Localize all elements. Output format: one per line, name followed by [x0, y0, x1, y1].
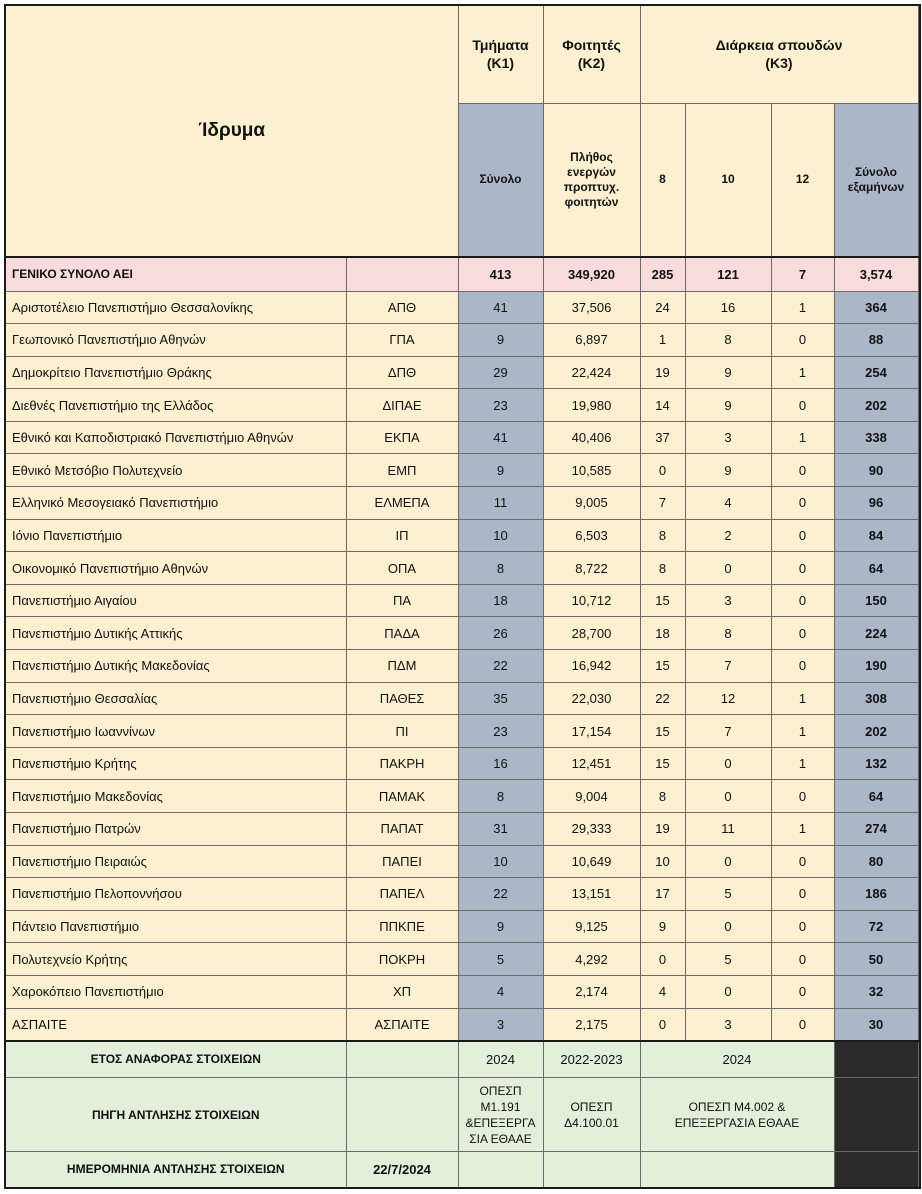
duration-10: 11 [685, 813, 771, 846]
duration-8: 15 [640, 747, 685, 780]
table-row [5, 389, 920, 422]
active-students: 16,942 [543, 650, 640, 683]
semesters-total: 90 [834, 454, 918, 487]
active-students: 2,175 [543, 1008, 640, 1041]
duration-12: 0 [771, 487, 834, 520]
semesters-total: 64 [834, 780, 918, 813]
active-students: 29,333 [543, 813, 640, 846]
active-students: 10,712 [543, 584, 640, 617]
semesters-total: 202 [834, 715, 918, 748]
departments-total: 23 [458, 715, 543, 748]
footer-year-k3: 2024 [640, 1041, 834, 1078]
footer-source-k3: ΟΠΕΣΠ Μ4.002 & ΕΠΕΞΕΡΓΑΣΙΑ ΕΘΑΑΕ [640, 1078, 834, 1152]
departments-total: 5 [458, 943, 543, 976]
institution-name: Πολυτεχνείο Κρήτης [5, 943, 346, 976]
total-d8: 285 [640, 257, 685, 291]
duration-10: 8 [685, 617, 771, 650]
duration-10: 9 [685, 389, 771, 422]
total-row [5, 257, 920, 291]
duration-8: 9 [640, 910, 685, 943]
duration-10: 3 [685, 421, 771, 454]
total-students: 349,920 [543, 257, 640, 291]
data-table [4, 4, 921, 1189]
departments-total: 8 [458, 780, 543, 813]
departments-total: 11 [458, 487, 543, 520]
duration-8: 17 [640, 878, 685, 911]
departments-total: 9 [458, 454, 543, 487]
institution-abbr: ΠΠΚΠΕ [346, 910, 458, 943]
institution-abbr: ΠΑΔΑ [346, 617, 458, 650]
departments-total: 41 [458, 291, 543, 324]
table-row [5, 324, 920, 357]
active-students: 19,980 [543, 389, 640, 422]
duration-10: 7 [685, 650, 771, 683]
semesters-total: 364 [834, 291, 918, 324]
semesters-total: 30 [834, 1008, 918, 1041]
institution-name: Αριστοτέλειο Πανεπιστήμιο Θεσσαλονίκης [5, 291, 346, 324]
duration-12: 0 [771, 584, 834, 617]
institution-name: Εθνικό Μετσόβιο Πολυτεχνείο [5, 454, 346, 487]
table-row [5, 747, 920, 780]
footer-dark-cell [834, 1041, 918, 1078]
institution-name: Πανεπιστήμιο Δυτικής Αττικής [5, 617, 346, 650]
semesters-total: 50 [834, 943, 918, 976]
header-k3-10: 10 [685, 103, 771, 257]
table-row [5, 845, 920, 878]
semesters-total: 72 [834, 910, 918, 943]
departments-total: 10 [458, 519, 543, 552]
duration-8: 8 [640, 780, 685, 813]
institution-name: Πανεπιστήμιο Δυτικής Μακεδονίας [5, 650, 346, 683]
duration-8: 10 [640, 845, 685, 878]
institution-abbr: ΑΣΠΑΙΤΕ [346, 1008, 458, 1041]
footer-source-k1: ΟΠΕΣΠ Μ1.191 &ΕΠΕΞΕΡΓΑ ΣΙΑ ΕΘΑΑΕ [458, 1078, 543, 1152]
footer-source-label: ΠΗΓΗ ΑΝΤΛΗΣΗΣ ΣΤΟΙΧΕΙΩΝ [5, 1078, 346, 1152]
table-row [5, 813, 920, 846]
institution-name: Ελληνικό Μεσογειακό Πανεπιστήμιο [5, 487, 346, 520]
active-students: 22,030 [543, 682, 640, 715]
duration-10: 0 [685, 780, 771, 813]
active-students: 4,292 [543, 943, 640, 976]
semesters-total: 132 [834, 747, 918, 780]
edge-cell [918, 389, 920, 422]
duration-10: 3 [685, 1008, 771, 1041]
header-k3: Διάρκεια σπουδών (Κ3) [640, 5, 918, 103]
semesters-total: 254 [834, 356, 918, 389]
table-row [5, 356, 920, 389]
edge-cell [918, 103, 920, 257]
edge-cell [918, 356, 920, 389]
table-row [5, 780, 920, 813]
institution-name: Εθνικό και Καποδιστριακό Πανεπιστήμιο Αθηνών [5, 421, 346, 454]
active-students: 37,506 [543, 291, 640, 324]
duration-10: 0 [685, 975, 771, 1008]
institution-abbr: ΠΑΜΑΚ [346, 780, 458, 813]
departments-total: 41 [458, 421, 543, 454]
footer-year-k1: 2024 [458, 1041, 543, 1078]
total-label: ΓΕΝΙΚΟ ΣΥΝΟΛΟ ΑΕΙ [5, 257, 346, 291]
duration-12: 1 [771, 291, 834, 324]
duration-8: 7 [640, 487, 685, 520]
duration-8: 4 [640, 975, 685, 1008]
table-row [5, 650, 920, 683]
header-k3-8: 8 [640, 103, 685, 257]
institution-name: Χαροκόπειο Πανεπιστήμιο [5, 975, 346, 1008]
semesters-total: 308 [834, 682, 918, 715]
edge-cell [918, 552, 920, 585]
institution-abbr: ΧΠ [346, 975, 458, 1008]
duration-8: 1 [640, 324, 685, 357]
semesters-total: 64 [834, 552, 918, 585]
active-students: 40,406 [543, 421, 640, 454]
header-k3-total-semesters: Σύνολο εξαμήνων [834, 103, 918, 257]
duration-10: 9 [685, 454, 771, 487]
duration-8: 0 [640, 1008, 685, 1041]
footer-dark-edge [918, 1041, 920, 1078]
active-students: 9,004 [543, 780, 640, 813]
semesters-total: 88 [834, 324, 918, 357]
table-row [5, 975, 920, 1008]
duration-10: 0 [685, 910, 771, 943]
institution-name: Πανεπιστήμιο Μακεδονίας [5, 780, 346, 813]
table-row [5, 617, 920, 650]
institution-name: Πάντειο Πανεπιστήμιο [5, 910, 346, 943]
duration-10: 0 [685, 845, 771, 878]
edge-cell [918, 519, 920, 552]
institution-abbr: ΠΑΠΕΛ [346, 878, 458, 911]
edge-cell [918, 257, 920, 291]
duration-8: 19 [640, 813, 685, 846]
departments-total: 9 [458, 324, 543, 357]
footer-dark-edge [918, 1078, 920, 1152]
departments-total: 18 [458, 584, 543, 617]
edge-cell [918, 943, 920, 976]
duration-8: 37 [640, 421, 685, 454]
footer-dark-cell [834, 1152, 918, 1188]
table-row [5, 487, 920, 520]
active-students: 17,154 [543, 715, 640, 748]
footer-dark-edge [918, 1152, 920, 1188]
duration-8: 0 [640, 943, 685, 976]
departments-total: 9 [458, 910, 543, 943]
institution-name: Ιόνιο Πανεπιστήμιο [5, 519, 346, 552]
duration-10: 9 [685, 356, 771, 389]
institution-name: Πανεπιστήμιο Πελοποννήσου [5, 878, 346, 911]
edge-cell [918, 682, 920, 715]
duration-12: 0 [771, 878, 834, 911]
semesters-total: 224 [834, 617, 918, 650]
institution-abbr: ΠΑΠΑΤ [346, 813, 458, 846]
table-row [5, 519, 920, 552]
institution-abbr: ΠΙ [346, 715, 458, 748]
institution-abbr: ΠΟΚΡΗ [346, 943, 458, 976]
duration-10: 8 [685, 324, 771, 357]
footer-date-empty [640, 1152, 834, 1188]
duration-8: 22 [640, 682, 685, 715]
duration-12: 0 [771, 650, 834, 683]
institution-name: Πανεπιστήμιο Θεσσαλίας [5, 682, 346, 715]
duration-10: 2 [685, 519, 771, 552]
duration-12: 1 [771, 421, 834, 454]
header-k3-12: 12 [771, 103, 834, 257]
edge-cell [918, 780, 920, 813]
institution-abbr: ΔΙΠΑΕ [346, 389, 458, 422]
departments-total: 29 [458, 356, 543, 389]
duration-10: 3 [685, 584, 771, 617]
semesters-total: 274 [834, 813, 918, 846]
edge-cell [918, 1008, 920, 1041]
departments-total: 35 [458, 682, 543, 715]
total-d10: 121 [685, 257, 771, 291]
departments-total: 4 [458, 975, 543, 1008]
duration-8: 15 [640, 715, 685, 748]
table-row [5, 291, 920, 324]
duration-12: 0 [771, 975, 834, 1008]
duration-12: 0 [771, 910, 834, 943]
institution-name: Πανεπιστήμιο Κρήτης [5, 747, 346, 780]
footer-year-empty [346, 1041, 458, 1078]
table-row [5, 552, 920, 585]
footer-date-empty [458, 1152, 543, 1188]
institution-name: Πανεπιστήμιο Αιγαίου [5, 584, 346, 617]
edge-cell [918, 324, 920, 357]
duration-12: 0 [771, 845, 834, 878]
active-students: 22,424 [543, 356, 640, 389]
header-idryma: Ίδρυμα [5, 5, 458, 257]
footer-dark-cell [834, 1078, 918, 1152]
duration-10: 0 [685, 552, 771, 585]
institution-name: Πανεπιστήμιο Πειραιώς [5, 845, 346, 878]
table-row [5, 454, 920, 487]
departments-total: 23 [458, 389, 543, 422]
duration-12: 0 [771, 780, 834, 813]
edge-cell [918, 845, 920, 878]
total-semesters: 3,574 [834, 257, 918, 291]
institution-abbr: ΠΑΠΕΙ [346, 845, 458, 878]
edge-cell [918, 617, 920, 650]
institution-name: Οικονομικό Πανεπιστήμιο Αθηνών [5, 552, 346, 585]
table-row [5, 878, 920, 911]
duration-8: 18 [640, 617, 685, 650]
header-k1: Τμήματα (Κ1) [458, 5, 543, 103]
departments-total: 26 [458, 617, 543, 650]
table-row [5, 1008, 920, 1041]
duration-12: 0 [771, 617, 834, 650]
duration-12: 1 [771, 747, 834, 780]
footer-date-empty [543, 1152, 640, 1188]
active-students: 28,700 [543, 617, 640, 650]
duration-10: 0 [685, 747, 771, 780]
institution-abbr: ΟΠΑ [346, 552, 458, 585]
edge-cell [918, 878, 920, 911]
departments-total: 16 [458, 747, 543, 780]
duration-12: 0 [771, 324, 834, 357]
institution-abbr: ΔΠΘ [346, 356, 458, 389]
active-students: 13,151 [543, 878, 640, 911]
edge-cell [918, 487, 920, 520]
footer-year-row [5, 1041, 920, 1078]
footer-date-row [5, 1152, 920, 1188]
semesters-total: 190 [834, 650, 918, 683]
duration-8: 14 [640, 389, 685, 422]
duration-12: 1 [771, 682, 834, 715]
institution-abbr: ΕΜΠ [346, 454, 458, 487]
semesters-total: 32 [834, 975, 918, 1008]
footer-source-row [5, 1078, 920, 1152]
edge-cell [918, 715, 920, 748]
duration-12: 1 [771, 715, 834, 748]
departments-total: 8 [458, 552, 543, 585]
edge-cell [918, 291, 920, 324]
footer-date-label: ΗΜΕΡΟΜΗΝΙΑ ΑΝΤΛΗΣΗΣ ΣΤΟΙΧΕΙΩΝ [5, 1152, 346, 1188]
institution-abbr: ΠΑΘΕΣ [346, 682, 458, 715]
duration-12: 1 [771, 356, 834, 389]
active-students: 12,451 [543, 747, 640, 780]
duration-10: 4 [685, 487, 771, 520]
duration-8: 8 [640, 552, 685, 585]
institution-abbr: ΠΑ [346, 584, 458, 617]
institution-abbr: ΙΠ [346, 519, 458, 552]
duration-8: 24 [640, 291, 685, 324]
duration-8: 0 [640, 454, 685, 487]
footer-year-k2: 2022-2023 [543, 1041, 640, 1078]
departments-total: 10 [458, 845, 543, 878]
total-d12: 7 [771, 257, 834, 291]
edge-cell [918, 5, 920, 103]
duration-12: 0 [771, 1008, 834, 1041]
semesters-total: 96 [834, 487, 918, 520]
institution-abbr: ΠΔΜ [346, 650, 458, 683]
active-students: 6,503 [543, 519, 640, 552]
semesters-total: 202 [834, 389, 918, 422]
footer-source-k2: ΟΠΕΣΠ Δ4.100.01 [543, 1078, 640, 1152]
edge-cell [918, 584, 920, 617]
edge-cell [918, 910, 920, 943]
total-abbr [346, 257, 458, 291]
departments-total: 22 [458, 878, 543, 911]
table-row [5, 943, 920, 976]
duration-10: 12 [685, 682, 771, 715]
duration-8: 8 [640, 519, 685, 552]
edge-cell [918, 650, 920, 683]
table-row [5, 421, 920, 454]
duration-12: 0 [771, 943, 834, 976]
semesters-total: 338 [834, 421, 918, 454]
table-row [5, 715, 920, 748]
total-depts: 413 [458, 257, 543, 291]
table-row [5, 910, 920, 943]
active-students: 9,005 [543, 487, 640, 520]
duration-10: 5 [685, 878, 771, 911]
duration-10: 7 [685, 715, 771, 748]
active-students: 10,649 [543, 845, 640, 878]
edge-cell [918, 813, 920, 846]
institution-name: Πανεπιστήμιο Πατρών [5, 813, 346, 846]
duration-8: 19 [640, 356, 685, 389]
semesters-total: 150 [834, 584, 918, 617]
institution-abbr: ΕΚΠΑ [346, 421, 458, 454]
semesters-total: 80 [834, 845, 918, 878]
departments-total: 31 [458, 813, 543, 846]
institution-name: Γεωπονικό Πανεπιστήμιο Αθηνών [5, 324, 346, 357]
active-students: 6,897 [543, 324, 640, 357]
edge-cell [918, 421, 920, 454]
header-k2: Φοιτητές (Κ2) [543, 5, 640, 103]
footer-source-empty [346, 1078, 458, 1152]
duration-8: 15 [640, 650, 685, 683]
duration-8: 15 [640, 584, 685, 617]
institution-abbr: ΓΠΑ [346, 324, 458, 357]
departments-total: 3 [458, 1008, 543, 1041]
institution-name: ΑΣΠΑΙΤΕ [5, 1008, 346, 1041]
footer-year-label: ΕΤΟΣ ΑΝΑΦΟΡΑΣ ΣΤΟΙΧΕΙΩΝ [5, 1041, 346, 1078]
institution-abbr: ΠΑΚΡΗ [346, 747, 458, 780]
departments-total: 22 [458, 650, 543, 683]
table-row [5, 682, 920, 715]
active-students: 8,722 [543, 552, 640, 585]
header-k2-active-students: Πλήθος ενεργών προπτυχ. φοιτητών [543, 103, 640, 257]
institution-name: Πανεπιστήμιο Ιωαννίνων [5, 715, 346, 748]
institution-name: Διεθνές Πανεπιστήμιο της Ελλάδος [5, 389, 346, 422]
edge-cell [918, 454, 920, 487]
table-row [5, 584, 920, 617]
active-students: 9,125 [543, 910, 640, 943]
institution-abbr: ΕΛΜΕΠΑ [346, 487, 458, 520]
header-k1-total: Σύνολο [458, 103, 543, 257]
duration-12: 0 [771, 519, 834, 552]
duration-12: 0 [771, 389, 834, 422]
duration-12: 0 [771, 552, 834, 585]
duration-12: 0 [771, 454, 834, 487]
edge-cell [918, 975, 920, 1008]
duration-10: 5 [685, 943, 771, 976]
active-students: 10,585 [543, 454, 640, 487]
semesters-total: 84 [834, 519, 918, 552]
footer-date-value: 22/7/2024 [346, 1152, 458, 1188]
institution-name: Δημοκρίτειο Πανεπιστήμιο Θράκης [5, 356, 346, 389]
duration-10: 16 [685, 291, 771, 324]
semesters-total: 186 [834, 878, 918, 911]
institution-abbr: ΑΠΘ [346, 291, 458, 324]
active-students: 2,174 [543, 975, 640, 1008]
duration-12: 1 [771, 813, 834, 846]
edge-cell [918, 747, 920, 780]
